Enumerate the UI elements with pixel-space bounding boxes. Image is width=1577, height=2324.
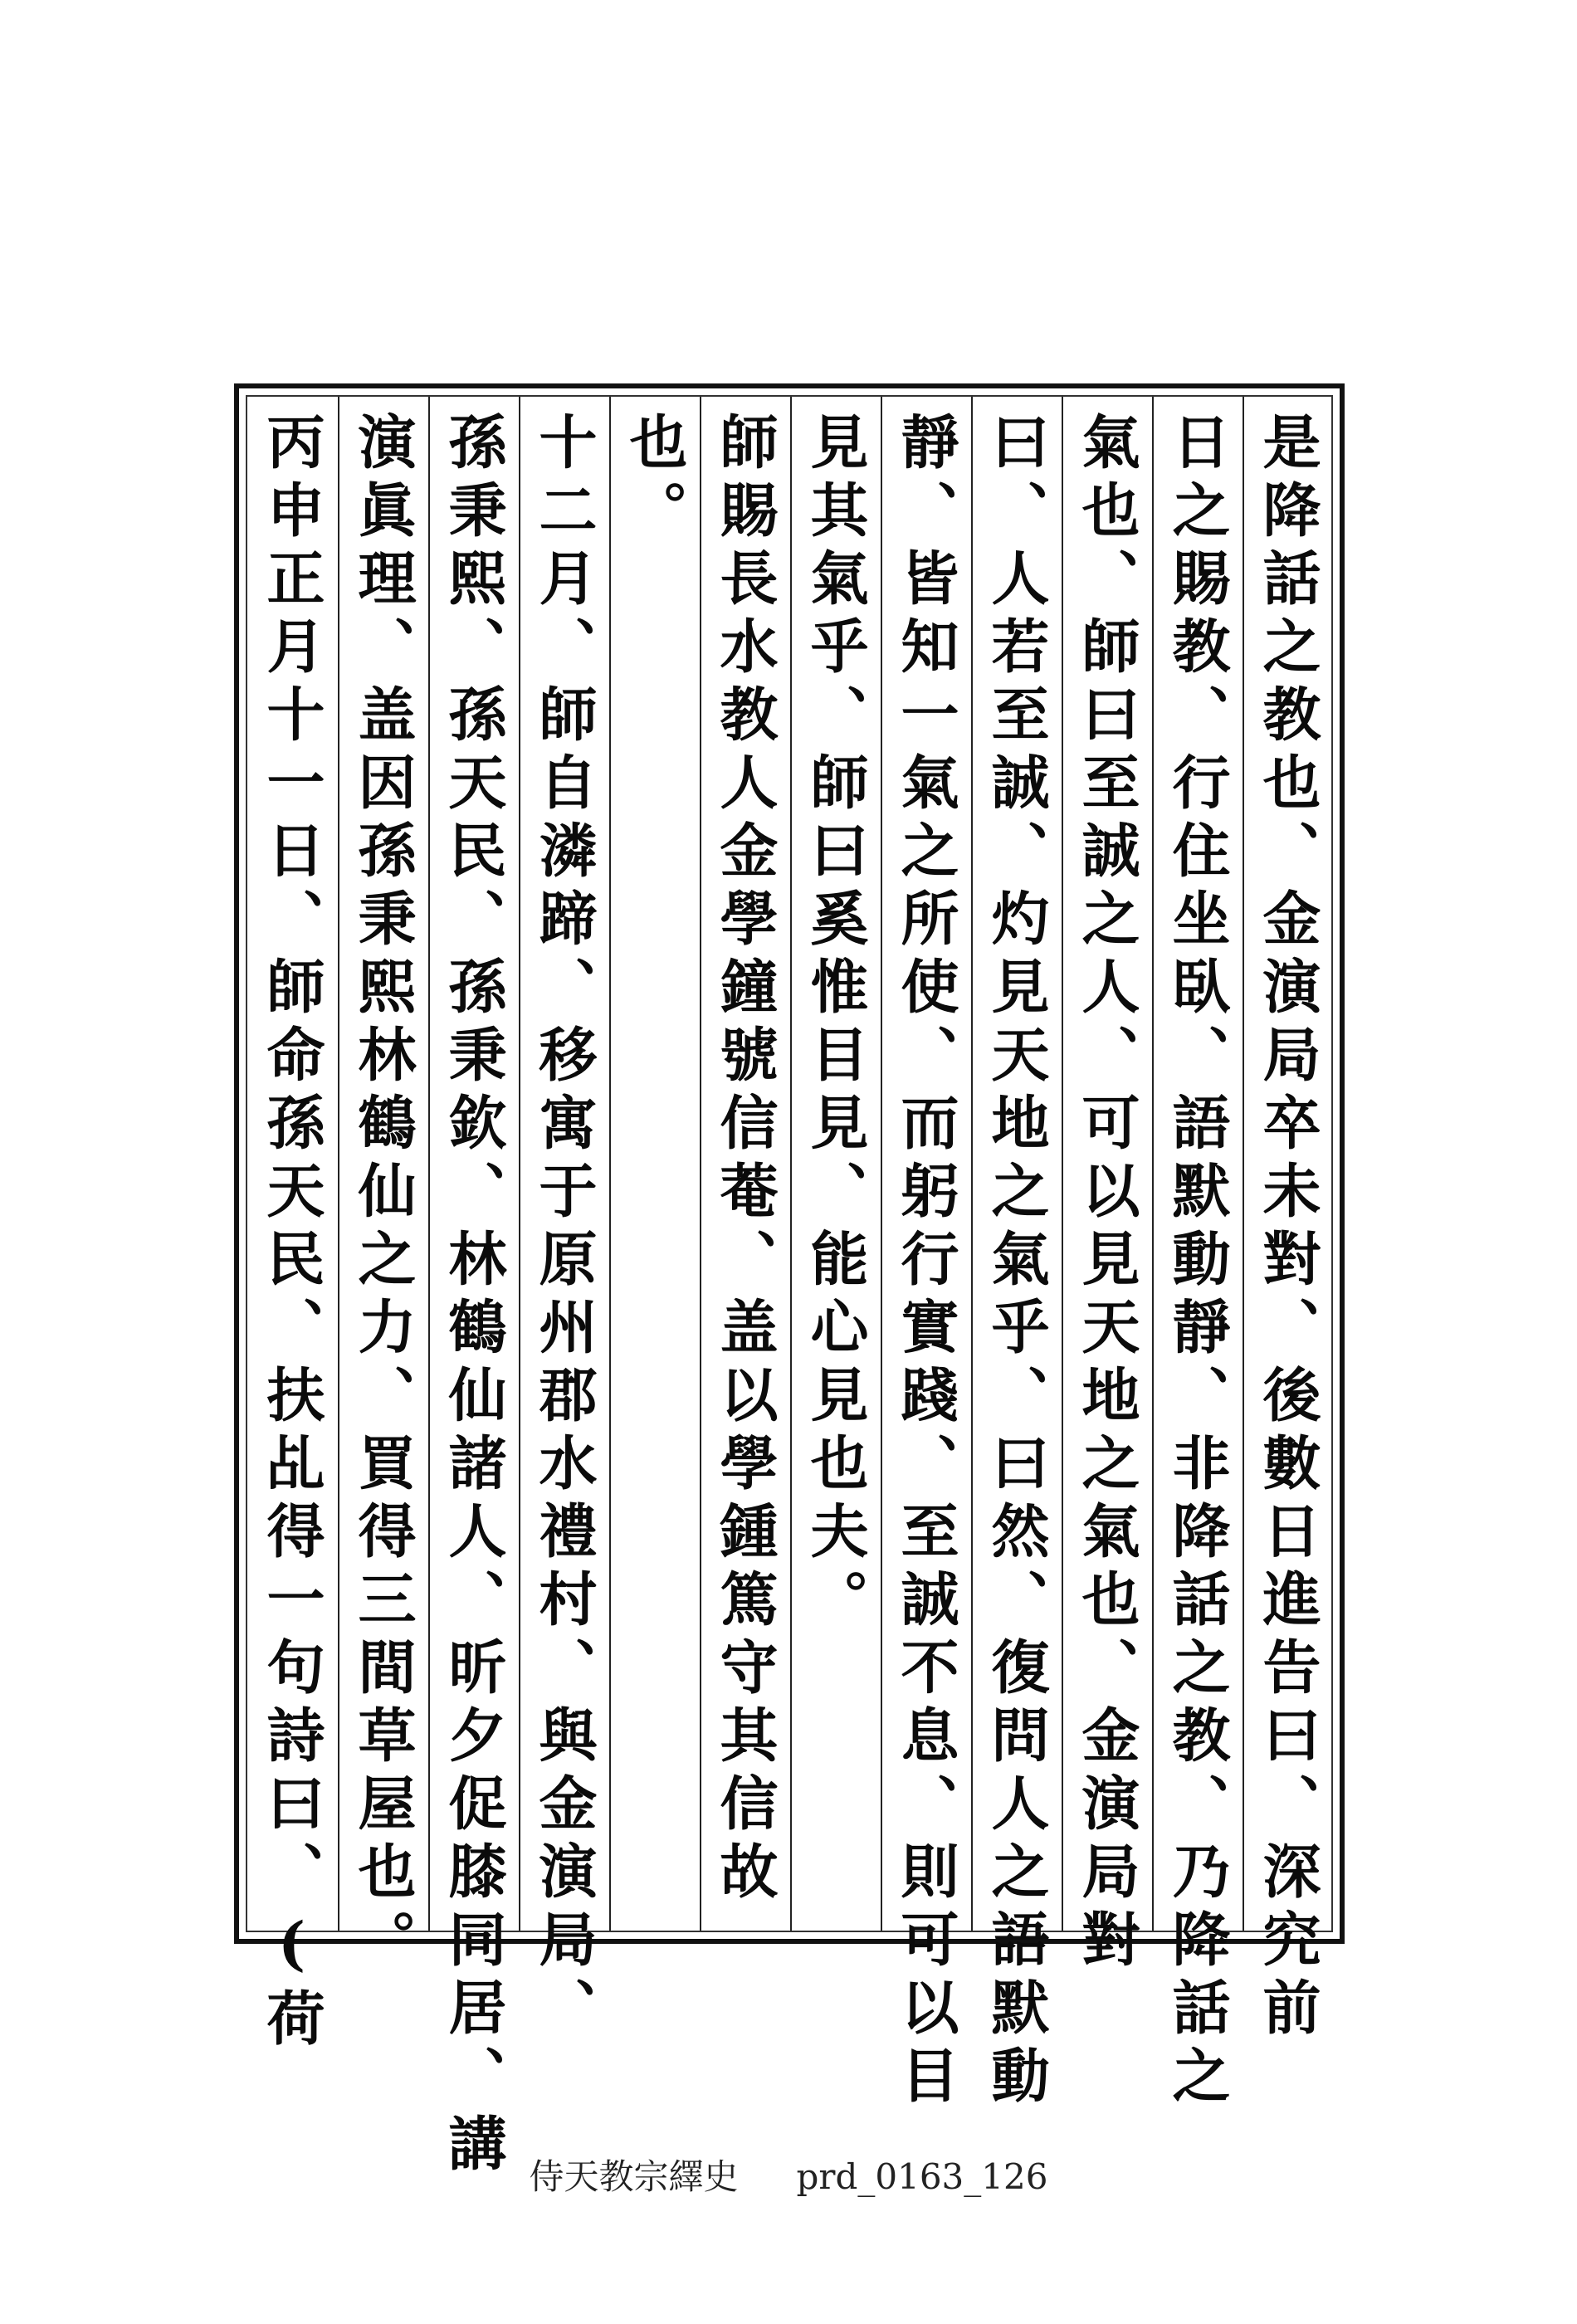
text-column-8	[609, 397, 698, 1931]
text-column-5	[881, 397, 969, 2113]
column-text: 氣也、師曰至誠之人、可以見天地之氣也、金演局對	[1072, 412, 1141, 1977]
text-column-10	[428, 397, 517, 2181]
column-text: 十二月、師自潾蹄、移寓于原州郡水禮村、與金演局、	[530, 412, 598, 2045]
page-footer	[0, 2150, 1577, 2200]
column-text: 孫秉熙、孫天民、孫秉欽、林鶴仙諸人、昕夕促膝同居、講	[439, 412, 508, 2181]
text-column-3	[1062, 397, 1150, 1977]
text-column-6	[790, 397, 879, 1931]
column-text: 是降話之教也、金演局卒未對、後數日進告曰、深究前	[1253, 412, 1322, 2045]
column-text: 日之賜教、行住坐臥、語默動靜、非降話之教、乃降話之	[1163, 412, 1232, 2113]
text-column-7	[700, 397, 788, 1931]
column-text: 演眞理、盖因孫秉熙林鶴仙之力、買得三間草屋也。	[349, 412, 417, 1977]
text-column-9	[519, 397, 608, 2045]
page-id: prd_0163_126	[796, 2156, 1048, 2197]
text-column-2	[1152, 397, 1241, 2113]
column-text: 靜、皆知一氣之所使、而躬行實踐、至誠不息、則可以目	[891, 412, 960, 2113]
column-text: 見其氣乎、師曰奚惟目見、能心見也夫。	[801, 412, 870, 1637]
text-column-1	[1243, 397, 1331, 2045]
text-column-12	[247, 397, 336, 2056]
column-text: 曰、人若至誠、灼見天地之氣乎、曰然、復問人之語默動	[982, 412, 1051, 2113]
book-title: 侍天教宗繹史	[529, 2156, 739, 2197]
column-text: 也。	[620, 412, 689, 548]
column-text: 丙申正月十一日、師命孫天民、扶乩得一句詩曰、(荷	[257, 412, 326, 2056]
text-column-11	[338, 397, 427, 1977]
text-column-4	[971, 397, 1060, 2113]
column-text: 師賜長水教人金學鐘號信菴、盖以學鍾篤守其信故	[710, 412, 779, 1909]
